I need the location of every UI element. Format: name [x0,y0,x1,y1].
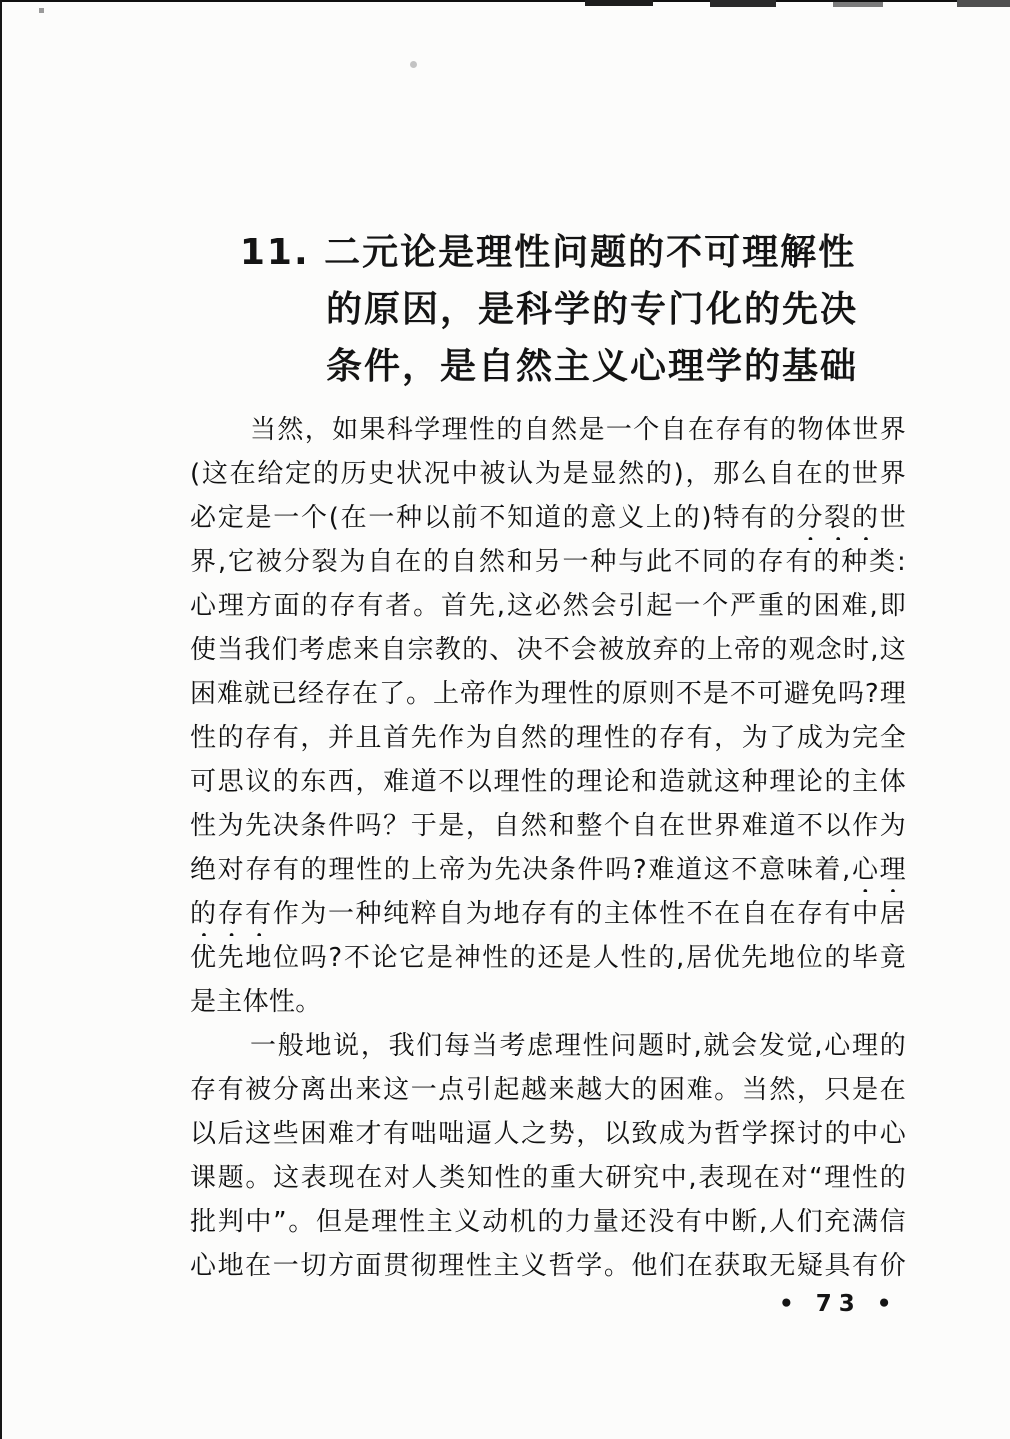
page-number: • 73 • [779,1291,899,1317]
scan-artifact-bar-4 [957,0,1010,7]
text-line: 存有被分离出来这一点引起越来越大的困难。当然，只是在 [190,1075,906,1105]
body-text [190,408,906,1288]
text-line: 困难就已经存在了。上帝作为理性的原则不是不可避免吗?理 [190,679,906,709]
text-line: 界,它被分裂为自在的自然和另一种与此不同的存有的种类: [190,547,906,577]
scan-artifact-bar-1 [585,0,653,6]
text-line: (这在给定的历史状况中被认为是显然的)，那么自在的世界 [190,459,906,489]
text-line: 以后这些困难才有咄咄逼人之势，以致成为哲学探讨的中心 [190,1119,906,1149]
text-line: 一般地说，我们每当考虑理性问题时,就会发觉,心理的 [250,1031,906,1061]
text-line: 批判中”。但是理性主义动机的力量还没有中断,人们充满信 [190,1207,906,1237]
text-line: 优先地位吗?不论它是神性的还是人性的,居优先地位的毕竟 [190,943,906,973]
text-line: 可思议的东西，难道不以理性的理论和造就这种理论的主体 [190,767,906,797]
scan-artifact-bar-2 [710,0,776,7]
ink-speck-2 [410,61,417,68]
scan-border-left [0,0,2,1439]
text-line: 必定是一个(在一种以前不知道的意义上的)特有的分裂的世 [190,503,906,533]
ink-speck-1 [39,8,44,13]
paragraph-2 [190,1024,906,1288]
text-line: 性为先决条件吗？于是，自然和整个自在世界难道不以作为 [190,811,906,841]
text-line: 课题。这表现在对人类知性的重大研究中,表现在对“理性的 [190,1163,906,1193]
scan-artifact-bar-3 [833,2,883,7]
paragraph-1 [190,408,906,1024]
emphasized-text: 心理 [850,855,906,885]
chapter-title-line-1: 11. 二元论是理性问题的不可理解性 [239,232,857,273]
text-line: 使当我们考虑来自宗教的、决不会被放弃的上帝的观念时,这 [190,635,906,665]
emphasized-text: 分裂的 [796,503,880,533]
text-line: 当然，如果科学理性的自然是一个自在存有的物体世界 [250,415,906,445]
text-line: 心地在一切方面贯彻理性主义哲学。他们在获取无疑具有价 [190,1251,906,1281]
text-line: 心理方面的存有者。首先,这必然会引起一个严重的困难,即 [190,591,906,621]
chapter-title-line-2: 的原因，是科学的专门化的先决 [325,289,858,330]
text-line: 是主体性。 [190,987,322,1017]
text-line: 绝对存有的理性的上帝为先决条件吗?难道这不意味着,心理 [190,855,906,885]
emphasized-text: 的存有 [190,899,273,929]
text-line: 性的存有，并且首先作为自然的理性的存有，为了成为完全 [190,723,906,753]
chapter-title-line-3: 条件，是自然主义心理学的基础 [325,346,858,387]
chapter-title [190,224,906,395]
text-line: 的存有作为一种纯粹自为地存有的主体性不在自在存有中居 [190,899,906,929]
